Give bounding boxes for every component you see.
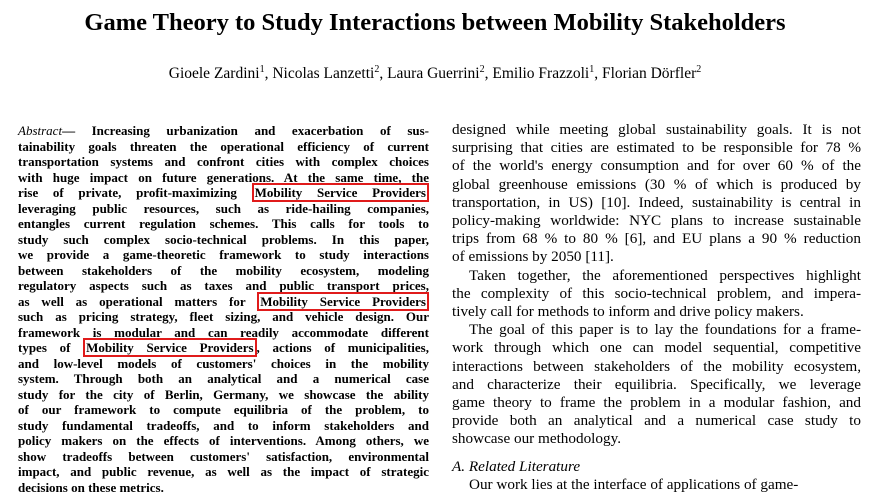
section-heading: A. Related Literature [452, 457, 581, 475]
abstract-line: regulatory aspects such as taxes and public transport prices, [18, 278, 429, 293]
text-line: the complexity of this socio-technical problem, and impera- [452, 284, 861, 302]
text-line: showcase our methodology. [452, 430, 621, 448]
author-name: Nicolas Lanzetti [272, 65, 375, 83]
text-line: provide both an analytical and a numerical case study to [452, 412, 861, 430]
text-line: work through which one can model sequential, competitive [452, 339, 861, 357]
text-line: Taken together, the aforementioned perspectives highlight [469, 266, 861, 284]
author-name: Florian Dörfler [601, 65, 697, 83]
text-line: game theory to frame the problem in a modular fashion, and [452, 394, 861, 412]
abstract-line: show tradeoffs between customers' satisfaction, environmental [18, 448, 429, 464]
abstract-line: of our framework to compute equilibria of the problem, to [18, 402, 429, 417]
abstract-line: entangles current regulation schemes. This calls for tools to [18, 216, 429, 231]
text-line: designed while meeting global sustainability goals. It is not [452, 121, 861, 138]
paragraph [452, 321, 861, 448]
text-line: global greenhouse emissions (30 % of which is produced by [452, 175, 861, 193]
text-line: Our work lies at the interface of applications of game- [469, 475, 799, 493]
abstract-line: system. Through both an analytical and a numerical case [18, 371, 429, 386]
abstract-line: impact, and public revenue, as well as the impact of strategic [18, 464, 429, 479]
abstract-line: we provide a game-theoretic framework to study interactions [18, 247, 429, 262]
highlighted-term: Mobility Service Providers [252, 183, 429, 202]
text-line: transportation, in US) [10]. Indeed, sustainability is central in [452, 193, 861, 211]
paper-title: Game Theory to Study Interactions between Mobility Stakeholders [84, 9, 786, 36]
author-list: Gioele Zardini$^1$, Nicolas Lanzetti$^2$, Laura Guerrini$^2$, Emilio Frazzoli$^1$, Florian Dörfler$^2$ [168, 64, 702, 83]
abstract-line: decisions on these metrics. [18, 479, 164, 495]
text-line: trips from 68 % to 80 % [6], and EU plans a 90 % reduction [452, 230, 861, 248]
text-line: The goal of this paper is to lay the foundations for a frame- [469, 321, 861, 339]
abstract-line: rise of private, profit-maximizing Mobility Service Providers [18, 185, 429, 201]
abstract-line: study for the city of Berlin, Germany, we showcase the ability [18, 386, 429, 402]
abstract-line: as well as operational matters for Mobility Service Providers [18, 294, 429, 310]
abstract-line: and low-level models of customers' choices in the mobility [18, 355, 429, 371]
abstract-line: such as pricing strategy, fleet sizing, and vehicle design. Our [18, 309, 429, 324]
text-line: of the world's energy consumption and for over 60 % of the [452, 157, 861, 175]
highlighted-term: Mobility Service Providers [257, 292, 429, 311]
text-line: interactions between stakeholders of the mobility ecosystem, [452, 357, 861, 375]
abstract-line: policy makers on the effects of interventions. Among others, we [18, 433, 429, 448]
abstract-line: tainability goals threaten the operational efficiency of current [18, 138, 429, 154]
abstract-line: between stakeholders of the mobility ecosystem, modeling [18, 262, 429, 278]
abstract-line: leveraging public resources, such as ride-hailing companies, [18, 200, 429, 216]
abstract-line: with huge impact on future generations. At the same time, the [18, 169, 429, 185]
paragraph [452, 267, 861, 322]
abstract-line: study such complex socio-technical problems. In this paper, [18, 231, 429, 247]
abstract-line: framework is modular and can readily accommodate different [18, 324, 429, 340]
abstract-line: Abstract— Increasing urbanization and exacerbation of sus- [18, 123, 429, 138]
abstract-line: study fundamental tradeoffs, and to inform stakeholders and [18, 417, 429, 433]
text-line: surprising that cities are estimated to be responsible for 78 % [452, 139, 861, 157]
abstract-line: types of Mobility Service Providers , actions of municipalities, [18, 340, 429, 355]
text-line: and characterize their equilibria. Specifically, we leverage [452, 375, 861, 393]
right-column [452, 121, 861, 494]
text-line: tively call for methods to inform and drive policy makers. [452, 303, 804, 321]
author-name: Emilio Frazzoli [492, 65, 590, 83]
author-affiliation: 1 [259, 64, 265, 75]
author-affiliation: 2 [696, 64, 702, 75]
author-affiliation: 1 [589, 64, 595, 75]
abstract-line: transportation systems and confront cities with complex choices [18, 154, 429, 169]
abstract-label: Abstract [18, 123, 63, 138]
author-name: Laura Guerrini [387, 65, 480, 83]
text-line: policy-making worldwide: NYC plans to increase sustainable [452, 212, 861, 230]
author-name: Gioele Zardini [168, 65, 260, 83]
paragraph [452, 121, 861, 267]
author-affiliation: 2 [479, 64, 485, 75]
highlighted-term: Mobility Service Providers [83, 338, 256, 357]
author-affiliation: 2 [374, 64, 380, 75]
text-line: of emissions by 2050 [11]. [452, 248, 614, 266]
paragraph [452, 476, 861, 494]
abstract [18, 123, 429, 495]
